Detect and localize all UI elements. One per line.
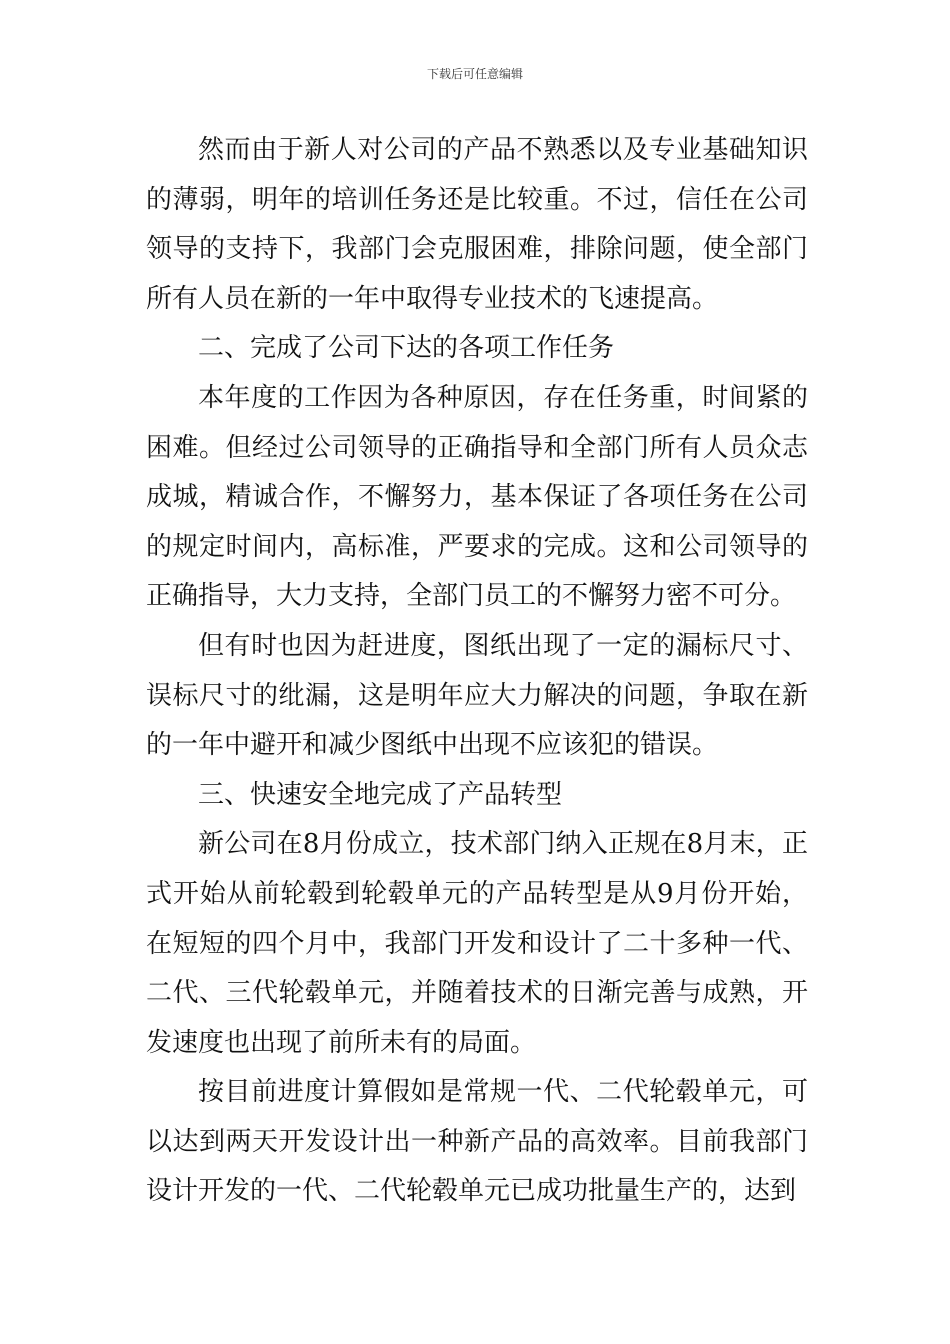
paragraph: 但有时也因为赶进度，图纸出现了一定的漏标尺寸、误标尺寸的纰漏，这是明年应大力解决的问题，争取在新的一年中避开和减少图纸中出现不应该犯的错误。 bbox=[146, 630, 808, 761]
paragraph: 新公司在8月份成立，技术部门纳入正规在8月末，正式开始从前轮毂到轮毂单元的产品转型是从9月份开始，在短短的四个月中，我部门开发和设计了二十多种一代、二代、三代轮毂单元，并随着技术的日渐完善与成熟，开发速度也出现了前所未有的局面。 bbox=[146, 829, 808, 1058]
section-heading: 三、快速安全地完成了产品转型 bbox=[198, 779, 563, 810]
document-body bbox=[146, 126, 808, 1217]
paragraph: 本年度的工作因为各种原因，存在任务重，时间紧的困难。但经过公司领导的正确指导和全部门所有人员众志成城，精诚合作，不懈努力，基本保证了各项任务在公司的规定时间内，高标准，严要求的完成。这和公司领导的正确指导，大力支持，全部门员工的不懈努力密不可分。 bbox=[146, 382, 808, 612]
paragraph: 然而由于新人对公司的产品不熟悉以及专业基础知识的薄弱，明年的培训任务还是比较重。不过，信任在公司领导的支持下，我部门会克服困难，排除问题，使全部门所有人员在新的一年中取得专业技术的飞速提高。 bbox=[146, 135, 808, 314]
paragraph: 按目前进度计算假如是常规一代、二代轮毂单元，可以达到两天开发设计出一种新产品的高效率。目前我部门设计开发的一代、二代轮毂单元已成功批量生产的，达到 bbox=[146, 1077, 808, 1207]
page-header: 下载后可任意编辑 bbox=[426, 67, 523, 81]
section-heading: 二、完成了公司下达的各项工作任务 bbox=[198, 333, 615, 364]
